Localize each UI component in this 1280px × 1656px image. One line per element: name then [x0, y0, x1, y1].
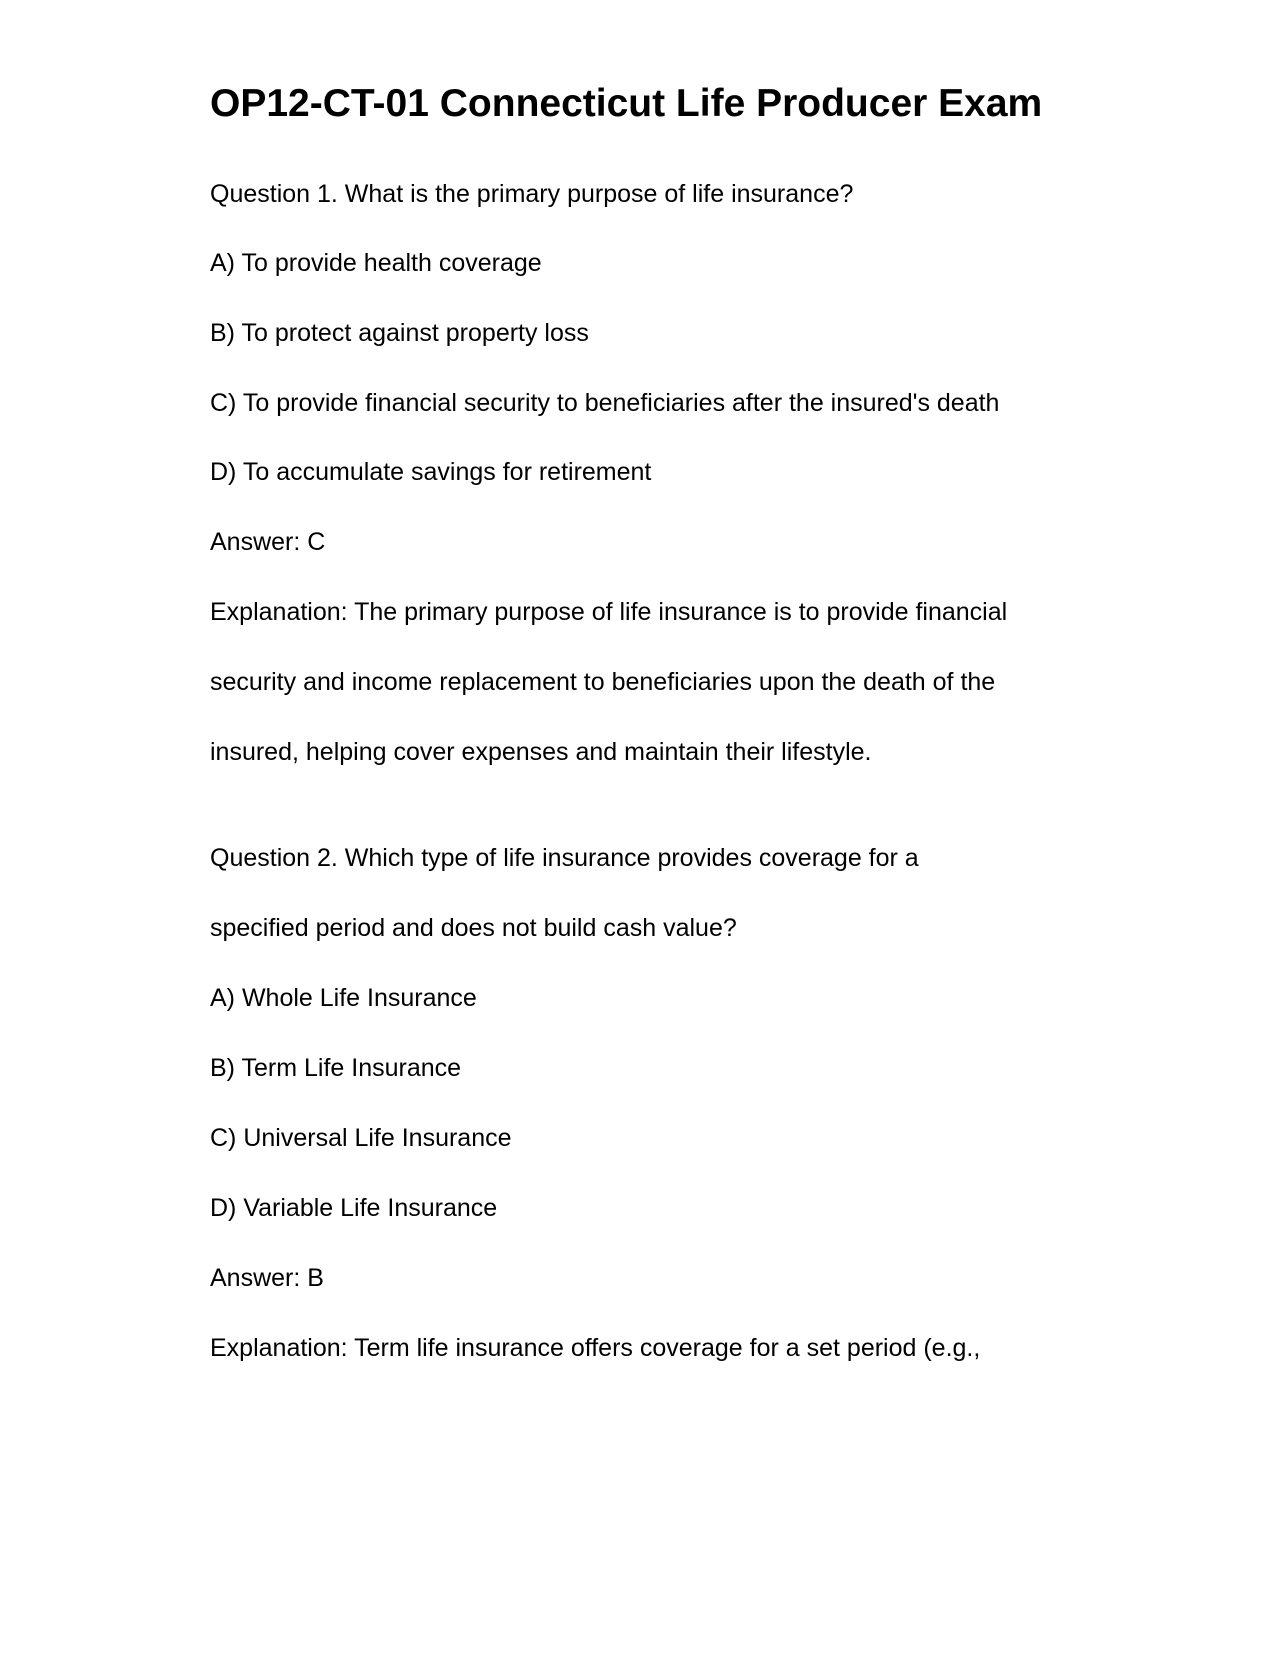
question-2-text-line-2: specified period and does not build cash value?	[210, 914, 737, 942]
question-1-explanation-line-2: security and income replacement to beneficiaries upon the death of the	[210, 668, 996, 696]
question-2-option-b: B) Term Life Insurance	[210, 1054, 462, 1082]
question-1-option-c: C) To provide financial security to beneficiaries after the insured's death	[210, 389, 1000, 417]
question-1-answer: Answer: C	[210, 528, 326, 556]
question-1-option-d: D) To accumulate savings for retirement	[210, 458, 652, 486]
question-2-option-c: C) Universal Life Insurance	[210, 1124, 512, 1152]
question-1-text: Question 1. What is the primary purpose of life insurance?	[210, 180, 854, 208]
document-title: OP12-CT-01 Connecticut Life Producer Exam	[210, 82, 1043, 125]
question-2-answer: Answer: B	[210, 1264, 324, 1292]
question-1-option-a: A) To provide health coverage	[210, 249, 542, 277]
question-1-explanation-line-1: Explanation: The primary purpose of life insurance is to provide financial	[210, 598, 1008, 626]
question-1-explanation-line-3: insured, helping cover expenses and maintain their lifestyle.	[210, 738, 872, 766]
question-2-option-a: A) Whole Life Insurance	[210, 984, 477, 1012]
question-2-option-d: D) Variable Life Insurance	[210, 1194, 498, 1222]
question-1-option-b: B) To protect against property loss	[210, 319, 589, 347]
question-2-explanation-line-1: Explanation: Term life insurance offers coverage for a set period (e.g.,	[210, 1334, 981, 1362]
question-2-text-line-1: Question 2. Which type of life insurance provides coverage for a	[210, 844, 919, 872]
